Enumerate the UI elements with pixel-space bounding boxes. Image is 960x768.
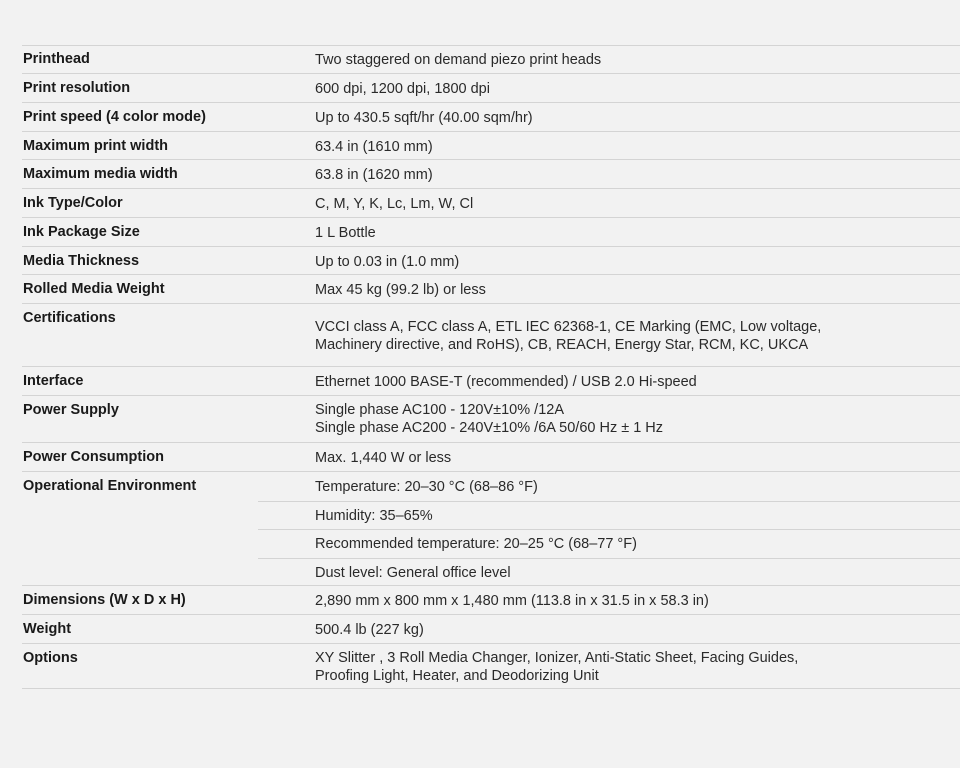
spec-value-line-2: Proofing Light, Heater, and Deodorizing Unit <box>315 668 599 684</box>
spec-label: Options <box>23 650 78 666</box>
spec-value: Two staggered on demand piezo print heads <box>315 52 602 68</box>
spec-table <box>0 45 960 689</box>
spec-value-line-2: Single phase AC200 - 240V±10% /6A 50/60 Hz ± 1 Hz <box>315 420 664 436</box>
spec-value: 63.8 in (1620 mm) <box>315 167 433 183</box>
spec-value-line-2: Machinery directive, and RoHS), CB, REACH, Energy Star, RCM, KC, UKCA <box>315 337 809 353</box>
spec-value: 2,890 mm x 800 mm x 1,480 mm (113.8 in x 31.5 in x 58.3 in) <box>315 593 709 609</box>
env-dust-level: Dust level: General office level <box>315 565 511 581</box>
spec-row-printhead <box>0 45 960 74</box>
spec-value: 600 dpi, 1200 dpi, 1800 dpi <box>315 81 490 97</box>
spec-row-ink-type <box>0 189 960 218</box>
spec-row-rolled-media-weight <box>0 275 960 304</box>
env-sub-row <box>0 501 960 529</box>
env-temperature: Temperature: 20–30 °C (68–86 °F) <box>315 479 538 495</box>
spec-value: 500.4 lb (227 kg) <box>315 622 424 638</box>
spec-row-max-print-width <box>0 132 960 160</box>
env-sub-row <box>0 529 960 558</box>
spec-value: 1 L Bottle <box>315 225 376 241</box>
spec-label: Print resolution <box>23 80 131 96</box>
spec-value: Max. 1,440 W or less <box>315 450 452 466</box>
spec-label: Dimensions (W x D x H) <box>23 592 186 608</box>
spec-value: Max 45 kg (99.2 lb) or less <box>315 282 486 298</box>
spec-label: Ink Package Size <box>23 224 140 240</box>
spec-row-weight <box>0 615 960 644</box>
spec-row-interface <box>0 367 960 396</box>
spec-label: Maximum media width <box>23 166 178 182</box>
spec-label: Print speed (4 color mode) <box>23 109 206 125</box>
spec-value: C, M, Y, K, Lc, Lm, W, Cl <box>315 196 474 212</box>
spec-label: Media Thickness <box>23 253 140 269</box>
spec-row-max-media-width <box>0 160 960 189</box>
env-humidity: Humidity: 35–65% <box>315 508 433 524</box>
spec-value-line-1: Single phase AC100 - 120V±10% /12A <box>315 402 564 418</box>
env-sub-row <box>0 558 960 586</box>
spec-row-media-thickness <box>0 247 960 275</box>
spec-label: Maximum print width <box>23 138 168 154</box>
spec-value-line-1: VCCI class A, FCC class A, ETL IEC 62368-1, CE Marking (EMC, Low voltage, <box>315 319 822 335</box>
spec-row-certifications <box>0 304 960 367</box>
spec-label: Rolled Media Weight <box>23 281 165 297</box>
spec-label: Ink Type/Color <box>23 195 123 211</box>
spec-value-line-1: XY Slitter , 3 Roll Media Changer, Ionizer, Anti-Static Sheet, Facing Guides, <box>315 650 799 666</box>
spec-value: Ethernet 1000 BASE-T (recommended) / USB 2.0 Hi-speed <box>315 374 697 390</box>
spec-label: Power Consumption <box>23 449 164 465</box>
spec-row-ink-package <box>0 218 960 247</box>
env-recommended-temperature: Recommended temperature: 20–25 °C (68–77 °F) <box>315 536 637 552</box>
spec-value: Up to 0.03 in (1.0 mm) <box>315 254 460 270</box>
spec-row-print-resolution <box>0 74 960 103</box>
spec-row-power-supply <box>0 396 960 443</box>
env-sub-row <box>0 472 960 501</box>
spec-value: Up to 430.5 sqft/hr (40.00 sqm/hr) <box>315 110 533 126</box>
spec-row-dimensions <box>0 586 960 615</box>
spec-row-power-consumption <box>0 443 960 472</box>
spec-label: Power Supply <box>23 402 119 418</box>
spec-label: Weight <box>23 621 72 637</box>
spec-row-options <box>0 644 960 689</box>
spec-row-operational-environment <box>0 472 960 586</box>
spec-value: 63.4 in (1610 mm) <box>315 139 433 155</box>
spec-label: Interface <box>23 373 84 389</box>
spec-label: Operational Environment <box>23 478 197 494</box>
spec-row-print-speed <box>0 103 960 132</box>
spec-label: Certifications <box>23 310 116 326</box>
spec-label: Printhead <box>23 51 90 67</box>
